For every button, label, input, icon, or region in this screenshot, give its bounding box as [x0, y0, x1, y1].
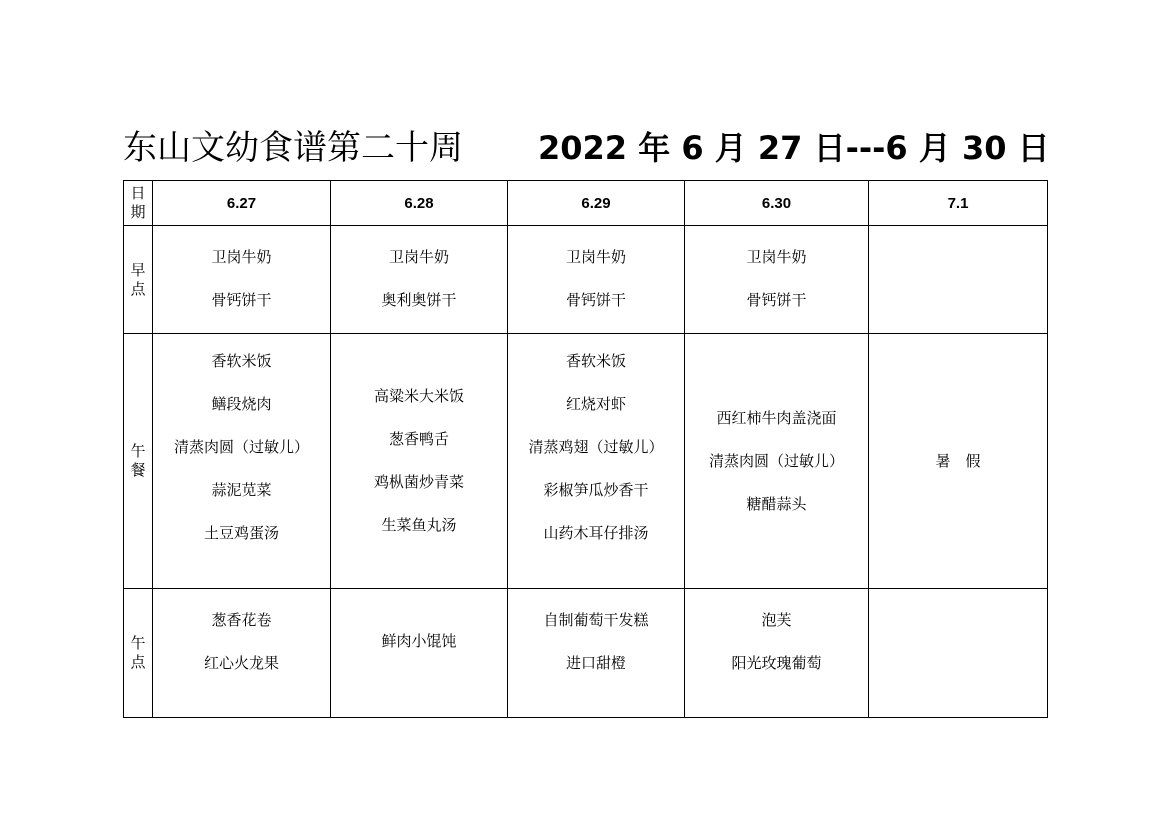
date-cell: 6.29: [508, 181, 685, 226]
breakfast-cell-empty: [869, 226, 1048, 334]
lunch-cell-holiday: [869, 334, 1048, 589]
dish-item: 糖醋蒜头: [746, 494, 807, 513]
dish-item: 葱香鸭舌: [388, 430, 449, 448]
lunch-row: [124, 334, 1048, 589]
menu-date-range: 2022 年 6 月 27 日---6 月 30 日: [538, 129, 1050, 167]
breakfast-cell: [331, 226, 508, 334]
lunch-cell: [331, 334, 508, 589]
breakfast-cell: [685, 226, 869, 334]
row-label-text: 日 期: [130, 184, 146, 221]
row-label-snack: [124, 589, 153, 718]
breakfast-cell: [153, 226, 331, 334]
dish-item: 香软米饭: [211, 352, 272, 370]
dish-item: 骨钙饼干: [746, 291, 807, 309]
holiday-label: 暑 假: [935, 451, 981, 470]
lunch-cell: [685, 334, 869, 589]
row-label-lunch: [124, 334, 153, 589]
lunch-cell: [508, 334, 685, 589]
dish-item: 鲜肉小馄饨: [381, 632, 457, 650]
row-label-text: 午 餐: [130, 442, 146, 479]
dish-item: 鸡枞菌炒青菜: [373, 473, 464, 491]
row-label-date: [124, 181, 153, 226]
weekly-menu-table: [123, 180, 1048, 718]
dish-item: 清蒸肉圆（过敏儿）: [708, 451, 844, 470]
snack-cell: [508, 589, 685, 718]
dish-item: 红心火龙果: [203, 654, 279, 672]
dish-item: 进口甜橙: [565, 654, 626, 672]
dish-item: 山药木耳仔排汤: [543, 524, 649, 542]
breakfast-row: [124, 226, 1048, 334]
dish-item: 奥利奥饼干: [381, 291, 457, 309]
snack-cell: [153, 589, 331, 718]
dish-item: 土豆鸡蛋汤: [203, 524, 279, 542]
dish-item: 骨钙饼干: [211, 291, 272, 309]
snack-cell-empty: [869, 589, 1048, 718]
page-title: [123, 128, 1050, 172]
lunch-cell: [153, 334, 331, 589]
snack-row: [124, 589, 1048, 718]
row-label-text: 早 点: [130, 260, 146, 298]
dish-item: 卫岗牛奶: [388, 248, 449, 266]
dish-item: 葱香花卷: [211, 611, 272, 629]
dish-item: 高粱米大米饭: [373, 387, 464, 405]
dish-item: 卫岗牛奶: [211, 248, 272, 266]
dish-item: 卫岗牛奶: [746, 248, 807, 266]
dish-item: 卫岗牛奶: [565, 248, 626, 266]
row-label-breakfast: [124, 226, 153, 334]
dish-item: 香软米饭: [565, 352, 626, 370]
dish-item: 清蒸肉圆（过敏儿）: [173, 438, 309, 456]
dish-item: 泡芙: [761, 611, 792, 629]
snack-cell: [685, 589, 869, 718]
menu-title: 东山文幼食谱第二十周: [123, 128, 463, 168]
dish-item: 鳝段烧肉: [211, 395, 272, 413]
dish-item: 红烧对虾: [565, 395, 626, 413]
snack-cell: [331, 589, 508, 718]
dish-item: 自制葡萄干发糕: [543, 611, 649, 629]
dish-item: 西红柿牛肉盖浇面: [716, 408, 837, 427]
breakfast-cell: [508, 226, 685, 334]
dish-item: 生菜鱼丸汤: [381, 516, 457, 534]
date-cell: 6.28: [331, 181, 508, 226]
date-cell: 6.27: [153, 181, 331, 226]
dish-item: 骨钙饼干: [565, 291, 626, 309]
dish-item: 清蒸鸡翅（过敏儿）: [528, 438, 664, 456]
dish-item: 彩椒笋瓜炒香干: [543, 481, 649, 499]
date-cell: 6.30: [685, 181, 869, 226]
date-cell: 7.1: [869, 181, 1048, 226]
dish-item: 阳光玫瑰葡萄: [731, 654, 822, 672]
date-row: [124, 181, 1048, 226]
dish-item: 蒜泥苋菜: [211, 481, 272, 499]
row-label-text: 午 点: [130, 634, 146, 671]
